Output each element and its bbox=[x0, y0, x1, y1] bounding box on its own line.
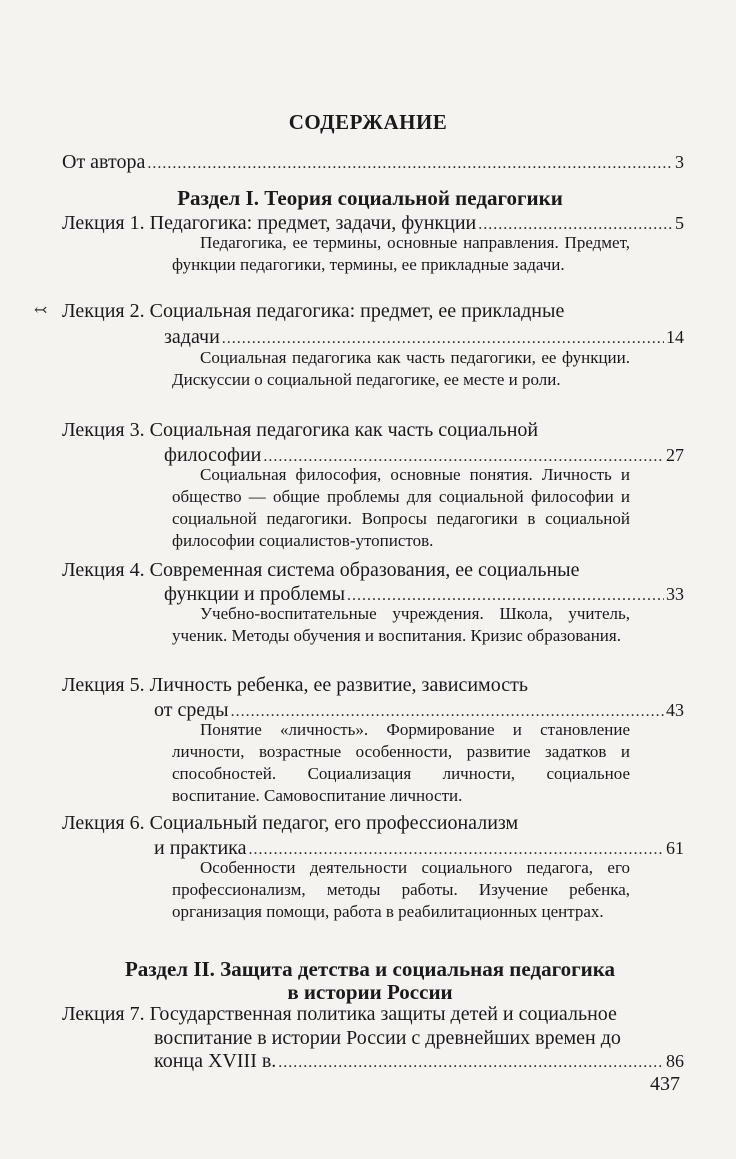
lecture-5-description: Понятие «личность». Формирование и становление личности, возрастные особенности, развитие задатков и способностей. Социализация личности, социальное воспитание. Самовоспитание личности. bbox=[172, 720, 630, 805]
pencil-mark: ↢ bbox=[34, 302, 48, 319]
toc-leader-dots bbox=[278, 1051, 664, 1075]
toc-page-number: 5 bbox=[675, 213, 684, 233]
toc-entry-intro[interactable] bbox=[62, 150, 684, 176]
toc-entry-label: Лекция 1. Педагогика: предмет, задачи, функции bbox=[62, 212, 477, 234]
lecture-1-description: Педагогика, ее термины, основные направления. Предмет, функции педагогики, термины, ее прикладные задачи. bbox=[172, 233, 630, 274]
toc-entry-label: задачи bbox=[164, 326, 220, 348]
toc-entry-lecture-6-line1: Лекция 6. Социальный педагог, его профессионализм bbox=[62, 812, 519, 834]
toc-page-number: 27 bbox=[666, 445, 684, 465]
toc-entry-label: от среды bbox=[154, 699, 229, 721]
lecture-6-description: Особенности деятельности социального педагога, его профессионализм, методы работы. Изучение ребенка, организация помощи, работа в реабилитационных центрах. bbox=[172, 858, 630, 921]
toc-page-number: 86 bbox=[666, 1051, 684, 1071]
toc-leader-dots bbox=[147, 152, 673, 176]
toc-entry-label: конца XVIII в. bbox=[154, 1050, 277, 1072]
page-title: СОДЕРЖАНИЕ bbox=[288, 110, 448, 134]
toc-page-number: 43 bbox=[666, 700, 684, 720]
toc-entry-lecture-7[interactable] bbox=[154, 1049, 684, 1075]
toc-entry-lecture-2-line1: Лекция 2. Социальная педагогика: предмет, ее прикладные bbox=[62, 300, 565, 322]
toc-entry-label: и практика bbox=[154, 837, 247, 859]
toc-page-number: 61 bbox=[666, 838, 684, 858]
toc-entry-label: От автора bbox=[62, 151, 146, 173]
lecture-3-description: Социальная философия, основные понятия. Личность и общество — общие проблемы для социальной философии и социальной педагогики. Вопросы педагогики в социальной философии социалистов-утопистов. bbox=[172, 465, 630, 550]
toc-entry-label: философии bbox=[164, 444, 262, 466]
toc-entry-lecture-7-line2: воспитание в истории России с древнейших времен до bbox=[154, 1027, 621, 1049]
toc-entry-lecture-7-line1: Лекция 7. Государственная политика защиты детей и социальное bbox=[62, 1003, 617, 1025]
section-heading-2-line1: Раздел II. Защита детства и социальная педагогика bbox=[124, 957, 616, 981]
toc-entry-lecture-3-line1: Лекция 3. Социальная педагогика как часть социальной bbox=[62, 419, 539, 441]
section-heading-2-line2: в истории России bbox=[287, 980, 453, 1004]
page-number: 437 bbox=[650, 1073, 680, 1095]
toc-page-number: 33 bbox=[666, 584, 684, 604]
lecture-2-description: Социальная педагогика как часть педагогики, ее функции. Дискуссии о социальной педагогике, ее месте и роли. bbox=[172, 348, 630, 389]
lecture-4-description: Учебно-воспитательные учреждения. Школа, учитель, ученик. Методы обучения и воспитания. Кризис образования. bbox=[172, 604, 630, 645]
toc-entry-lecture-5-line1: Лекция 5. Личность ребенка, ее развитие, зависимость bbox=[62, 674, 528, 696]
toc-page-number: 3 bbox=[675, 152, 684, 172]
section-heading-1: Раздел I. Теория социальной педагогики bbox=[177, 186, 563, 210]
toc-entry-lecture-4-line1: Лекция 4. Современная система образования, ее социальные bbox=[62, 559, 580, 581]
toc-page-number: 14 bbox=[666, 327, 684, 347]
toc-entry-label: функции и проблемы bbox=[164, 583, 346, 605]
